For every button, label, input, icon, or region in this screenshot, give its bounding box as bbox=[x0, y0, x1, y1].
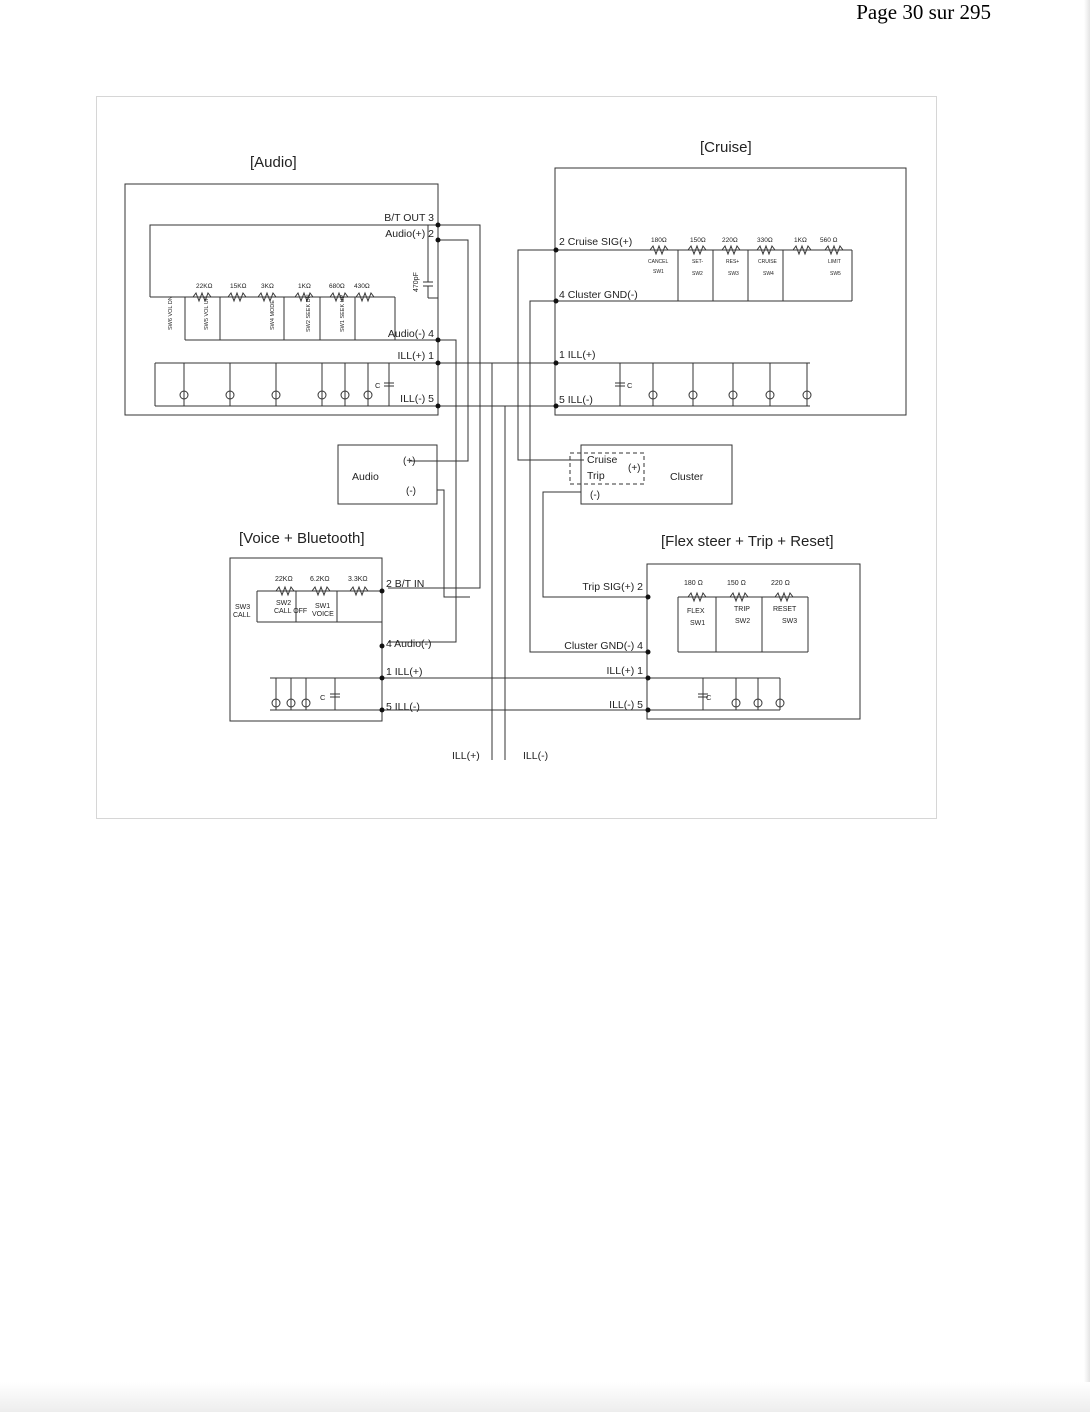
audio-unit-pos: (+) bbox=[403, 456, 416, 467]
voice-switch-voice: VOICE bbox=[312, 611, 334, 618]
audio-switch-sw2: SW2 SEEK DN bbox=[306, 294, 312, 332]
flex-switch-sw1: SW1 bbox=[690, 620, 706, 627]
page-number: Page 30 sur 295 bbox=[856, 0, 991, 24]
cluster-pos: (+) bbox=[628, 463, 641, 474]
flex-switch-trip: TRIP bbox=[734, 606, 750, 613]
voice-pin-audio-neg: 4 Audio(-) bbox=[386, 638, 432, 650]
audio-block-title: [Audio] bbox=[250, 154, 297, 171]
cruise-switch-cruise: CRUISE bbox=[758, 259, 777, 265]
audio-pin-ill-pos: ILL(+) 1 bbox=[397, 350, 434, 362]
flex-block-title: [Flex steer + Trip + Reset] bbox=[661, 533, 834, 550]
audio-cap-470pf: 470pF bbox=[413, 272, 420, 292]
audio-pin-audio-neg: Audio(-) 4 bbox=[387, 328, 434, 340]
cluster-cruise-label: Cruise bbox=[587, 454, 618, 466]
voice-pin-ill-neg: 5 ILL(-) bbox=[386, 701, 420, 713]
flex-pin-trip-sig: Trip SIG(+) 2 bbox=[582, 581, 643, 593]
flex-pin-ill-pos: ILL(+) 1 bbox=[606, 665, 643, 677]
audio-unit-label: Audio bbox=[352, 471, 379, 483]
cruise-switch-sw5: SW5 bbox=[830, 271, 841, 277]
audio-pin-bt-out: B/T OUT 3 bbox=[384, 212, 434, 224]
cruise-block-title: [Cruise] bbox=[700, 139, 752, 156]
cruise-switch-sw1: SW1 bbox=[653, 269, 664, 275]
audio-switch-sw4: SW4 MODE bbox=[270, 300, 276, 330]
viewer-right-edge bbox=[1084, 0, 1090, 1412]
voice-resistor-label-2: 6.2KΩ bbox=[310, 576, 330, 583]
voice-switch-sw3: SW3 bbox=[235, 604, 251, 611]
cruise-resistor-label-6: 560 Ω bbox=[820, 237, 838, 244]
voice-cap-label: C bbox=[320, 693, 326, 702]
voice-switch-sw2: SW2 bbox=[276, 600, 292, 607]
audio-pin-audio-pos: Audio(+) 2 bbox=[385, 228, 434, 240]
cruise-switch-cancel: CANCEL bbox=[648, 259, 669, 265]
voice-switch-call: CALL bbox=[233, 612, 251, 619]
audio-unit-neg: (-) bbox=[406, 486, 416, 497]
flex-pin-gnd: Cluster GND(-) 4 bbox=[564, 640, 643, 652]
cruise-pin-sig: 2 Cruise SIG(+) bbox=[559, 236, 633, 248]
audio-resistor-label-4: 1KΩ bbox=[298, 283, 311, 290]
cruise-switch-sw4: SW4 bbox=[763, 271, 774, 277]
voice-switch-call-off: CALL OFF bbox=[274, 608, 308, 615]
voice-pin-ill-pos: 1 ILL(+) bbox=[386, 666, 423, 678]
flex-switch-sw2: SW2 bbox=[735, 618, 751, 625]
flex-resistor-label-1: 180 Ω bbox=[684, 580, 703, 587]
cruise-resistor-label-5: 1KΩ bbox=[794, 237, 807, 244]
flex-switch-flex: FLEX bbox=[687, 608, 705, 615]
cruise-resistor-label-3: 220Ω bbox=[722, 237, 738, 244]
audio-switch-sw1: SW1 SEEK UP bbox=[340, 294, 346, 332]
cruise-switch-res: RES+ bbox=[726, 259, 740, 265]
flex-module-box bbox=[647, 564, 860, 719]
cruise-pin-gnd: 4 Cluster GND(-) bbox=[559, 289, 638, 301]
cruise-pin-ill-neg: 5 ILL(-) bbox=[559, 394, 593, 406]
cluster-neg: (-) bbox=[590, 490, 600, 501]
cluster-unit-label: Cluster bbox=[670, 471, 704, 483]
cruise-switch-sw3: SW3 bbox=[728, 271, 739, 277]
audio-pin-ill-neg: ILL(-) 5 bbox=[400, 393, 434, 405]
audio-resistor-label-5: 680Ω bbox=[329, 283, 345, 290]
cruise-cap-label: C bbox=[627, 381, 633, 390]
viewer-bottom-edge bbox=[0, 1382, 1090, 1412]
voice-resistor-label-1: 22KΩ bbox=[275, 576, 293, 583]
cruise-resistor-label-2: 150Ω bbox=[690, 237, 706, 244]
cruise-resistor-label-1: 180Ω bbox=[651, 237, 667, 244]
audio-resistor-label-2: 15KΩ bbox=[230, 283, 247, 290]
cruise-switch-set: SET- bbox=[692, 259, 704, 265]
audio-switch-sw5: SW5 VOL UP bbox=[204, 296, 210, 330]
audio-resistor-label-3: 3KΩ bbox=[261, 283, 274, 290]
audio-resistor-label-6: 430Ω bbox=[354, 283, 370, 290]
audio-switch-sw6: SW6 VOL DN bbox=[168, 296, 174, 330]
flex-resistor-label-3: 220 Ω bbox=[771, 580, 790, 587]
cruise-pin-ill-pos: 1 ILL(+) bbox=[559, 349, 596, 361]
audio-resistor-label-1: 22KΩ bbox=[196, 283, 213, 290]
voice-pin-bt-in: 2 B/T IN bbox=[386, 578, 425, 590]
cruise-switch-sw2: SW2 bbox=[692, 271, 703, 277]
flex-resistor-label-2: 150 Ω bbox=[727, 580, 746, 587]
flex-cap-label: C bbox=[706, 693, 712, 702]
voice-block-title: [Voice + Bluetooth] bbox=[239, 530, 365, 547]
cruise-switch-limit: LIMIT bbox=[828, 259, 841, 265]
bus-ill-negative-label: ILL(-) bbox=[523, 750, 549, 762]
audio-cap-label: C bbox=[375, 381, 381, 390]
flex-pin-ill-neg: ILL(-) 5 bbox=[609, 699, 643, 711]
voice-resistor-label-3: 3.3KΩ bbox=[348, 576, 368, 583]
bus-ill-positive-label: ILL(+) bbox=[452, 750, 480, 762]
flex-switch-reset: RESET bbox=[773, 606, 797, 613]
voice-switch-sw1: SW1 bbox=[315, 603, 331, 610]
flex-switch-sw3: SW3 bbox=[782, 618, 798, 625]
cruise-resistor-label-4: 330Ω bbox=[757, 237, 773, 244]
cluster-trip-label: Trip bbox=[587, 470, 605, 482]
